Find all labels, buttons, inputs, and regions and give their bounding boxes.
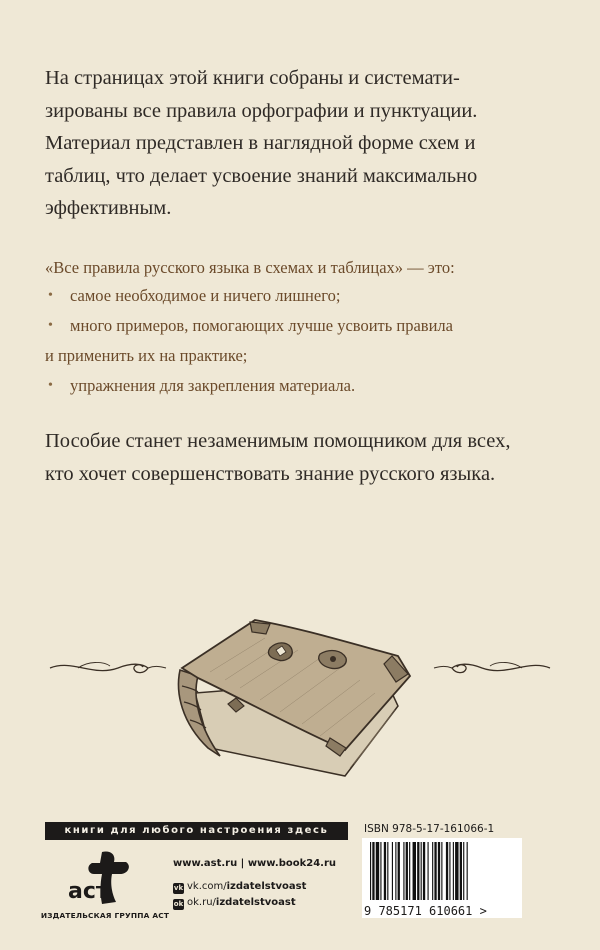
barcode-bar xyxy=(463,842,464,900)
barcode-bar xyxy=(403,842,404,900)
bullet-icon: • xyxy=(48,378,53,393)
closing-line: кто хочет совершенствовать знание русского языка. xyxy=(45,462,496,485)
intro-line: таблиц, что делает усвоение знаний максимально xyxy=(45,164,478,187)
intro-paragraph xyxy=(45,62,565,225)
ok-icon: ok xyxy=(173,900,184,908)
intro-line: зированы все правила орфографии и пунктуации. xyxy=(45,99,478,122)
feature-text: много примеров, помогающих лучше усвоить правила xyxy=(70,316,453,335)
flourish-ornament-right xyxy=(432,655,552,681)
svg-text:аст: аст xyxy=(68,879,109,904)
ok-link[interactable]: ok ok.ru/izdatelstvoast xyxy=(173,897,296,908)
barcode-bar xyxy=(384,842,386,900)
bullet-icon: • xyxy=(48,318,53,333)
barcode-bar xyxy=(387,842,388,900)
publisher-imprint: ИЗДАТЕЛЬСКАЯ ГРУППА АСТ xyxy=(40,911,170,920)
barcode-bar xyxy=(453,842,454,900)
barcode-bar xyxy=(449,842,450,900)
intro-line: На страницах этой книги собраны и системати- xyxy=(45,67,460,89)
closing-paragraph xyxy=(45,425,510,490)
barcode-bar xyxy=(446,842,448,900)
barcode-bar xyxy=(432,842,433,900)
isbn-label: ISBN 978-5-17-161066-1 xyxy=(364,823,495,835)
barcode-bar xyxy=(438,842,440,900)
barcode-icon xyxy=(362,838,522,906)
feature-item xyxy=(45,311,575,341)
barcode-bar xyxy=(455,842,458,900)
feature-item xyxy=(45,371,575,401)
publisher-websites: www.ast.ru | www.book24.ru xyxy=(173,858,337,869)
barcode-bar xyxy=(380,842,381,900)
barcode-bar xyxy=(441,842,442,900)
publisher-slogan-bar: книги для любого настроения здесь xyxy=(45,822,348,840)
antique-book-illustration xyxy=(170,598,440,778)
barcode-bar xyxy=(395,842,396,900)
intro-line: эффективным. xyxy=(45,197,172,219)
intro-line: Материал представлен в наглядной форме схем и xyxy=(45,132,476,154)
barcode-bar xyxy=(372,842,374,900)
feature-text: самое необходимое и ничего лишнего; xyxy=(70,286,341,305)
ast-logo xyxy=(66,848,132,908)
barcode-bar xyxy=(467,842,468,900)
vk-link[interactable]: vk vk.com/izdatelstvoast xyxy=(173,881,307,892)
feature-item xyxy=(45,281,575,311)
barcode-bar xyxy=(392,842,393,900)
barcode-bar xyxy=(398,842,400,900)
barcode-bar xyxy=(434,842,436,900)
bullet-icon: • xyxy=(48,288,53,303)
feature-text-continuation: и применить их на практике; xyxy=(45,346,248,365)
book-title-quote: «Все правила русского языка в схемах и таблицах» — это: xyxy=(45,258,455,277)
barcode-bar xyxy=(370,842,371,900)
barcode-bar xyxy=(428,842,429,900)
vk-icon: vk xyxy=(173,884,184,892)
barcode-bar xyxy=(409,842,410,900)
barcode-bar xyxy=(460,842,462,900)
feature-text: упражнения для закрепления материала. xyxy=(70,376,356,395)
barcode-bar xyxy=(376,842,379,900)
barcode-bar xyxy=(421,842,422,900)
barcode-bar xyxy=(406,842,408,900)
barcode-bar xyxy=(417,842,419,900)
barcode-bar xyxy=(413,842,416,900)
closing-line: Пособие станет незаменимым помощником для всех, xyxy=(45,430,511,452)
barcode-digits: 9 785171 610661 > xyxy=(364,904,487,918)
feature-list xyxy=(45,281,575,401)
barcode-bar xyxy=(423,842,425,900)
flourish-ornament-left xyxy=(48,655,168,681)
